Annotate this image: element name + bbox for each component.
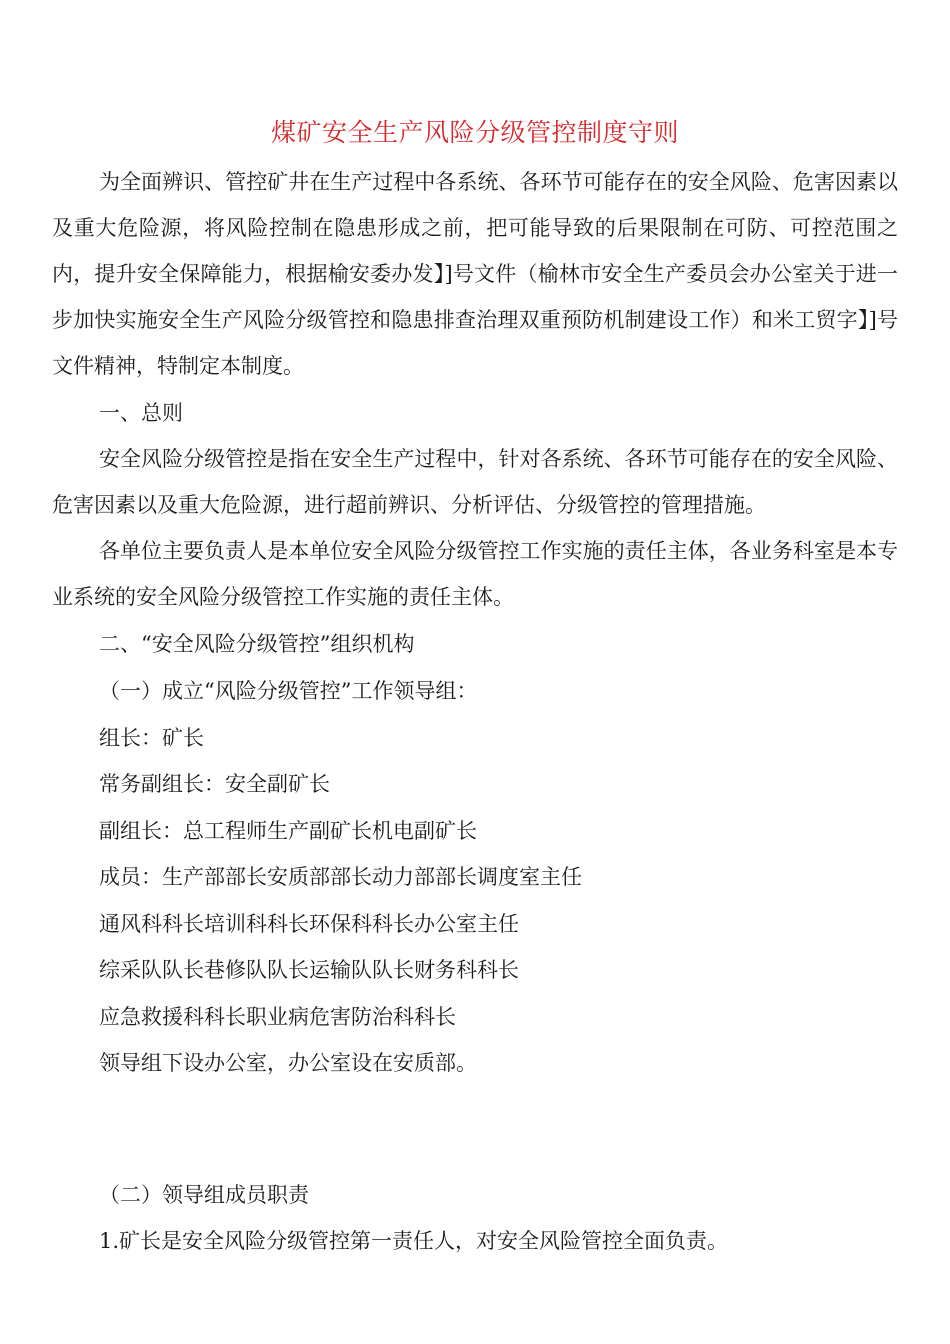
member-line: 成员：生产部部长安质部部长动力部部长调度室主任 xyxy=(99,865,582,889)
intro-paragraph: 为全面辨识、管控矿井在生产过程中各系统、各环节可能存在的安全风险、危害因素以及重大危险源，将风险控制在隐患形成之前，把可能导致的后果限制在可防、可控范围之内，提升安全保障能力，根据榆安委办发】]号文件（榆林市安全生产委员会办公室关于进一步加快实施安全生产风险分级管控和隐患排查治理双重预防机制建设工作）和米工贸字】]号文件精神，特制定本制度。 xyxy=(52,170,898,378)
section-1-paragraph-1: 安全风险分级管控是指在安全生产过程中，针对各系统、各环节可能存在的安全风险、危害因素以及重大危险源，进行超前辨识、分析评估、分级管控的管理措施。 xyxy=(52,447,898,517)
member-line: 副组长：总工程师生产副矿长机电副矿长 xyxy=(99,819,477,843)
document-title: 煤矿安全生产风险分级管控制度守则 xyxy=(270,118,679,147)
subsection-1-heading: （一）成立“风险分级管控”工作领导组： xyxy=(99,679,478,703)
duty-item-1: 1.矿长是安全风险分级管控第一责任人，对安全风险管控全面负责。 xyxy=(99,1229,729,1253)
section-1-heading: 一、总则 xyxy=(99,401,183,425)
member-line: 常务副组长：安全副矿长 xyxy=(99,772,330,796)
office-note: 领导组下设办公室，办公室设在安质部。 xyxy=(99,1051,477,1075)
member-line: 综采队队长巷修队队长运输队队长财务科科长 xyxy=(99,958,519,982)
section-2-heading: 二、“安全风险分级管控”组织机构 xyxy=(99,632,415,656)
section-1-paragraph-2: 各单位主要负责人是本单位安全风险分级管控工作实施的责任主体，各业务科室是本专业系统的安全风险分级管控工作实施的责任主体。 xyxy=(52,539,898,609)
member-line: 通风科科长培训科科长环保科科长办公室主任 xyxy=(99,912,519,936)
member-line: 应急救援科科长职业病危害防治科科长 xyxy=(99,1005,456,1029)
subsection-2-heading: （二）领导组成员职责 xyxy=(99,1183,309,1207)
member-line: 组长：矿长 xyxy=(99,726,204,750)
